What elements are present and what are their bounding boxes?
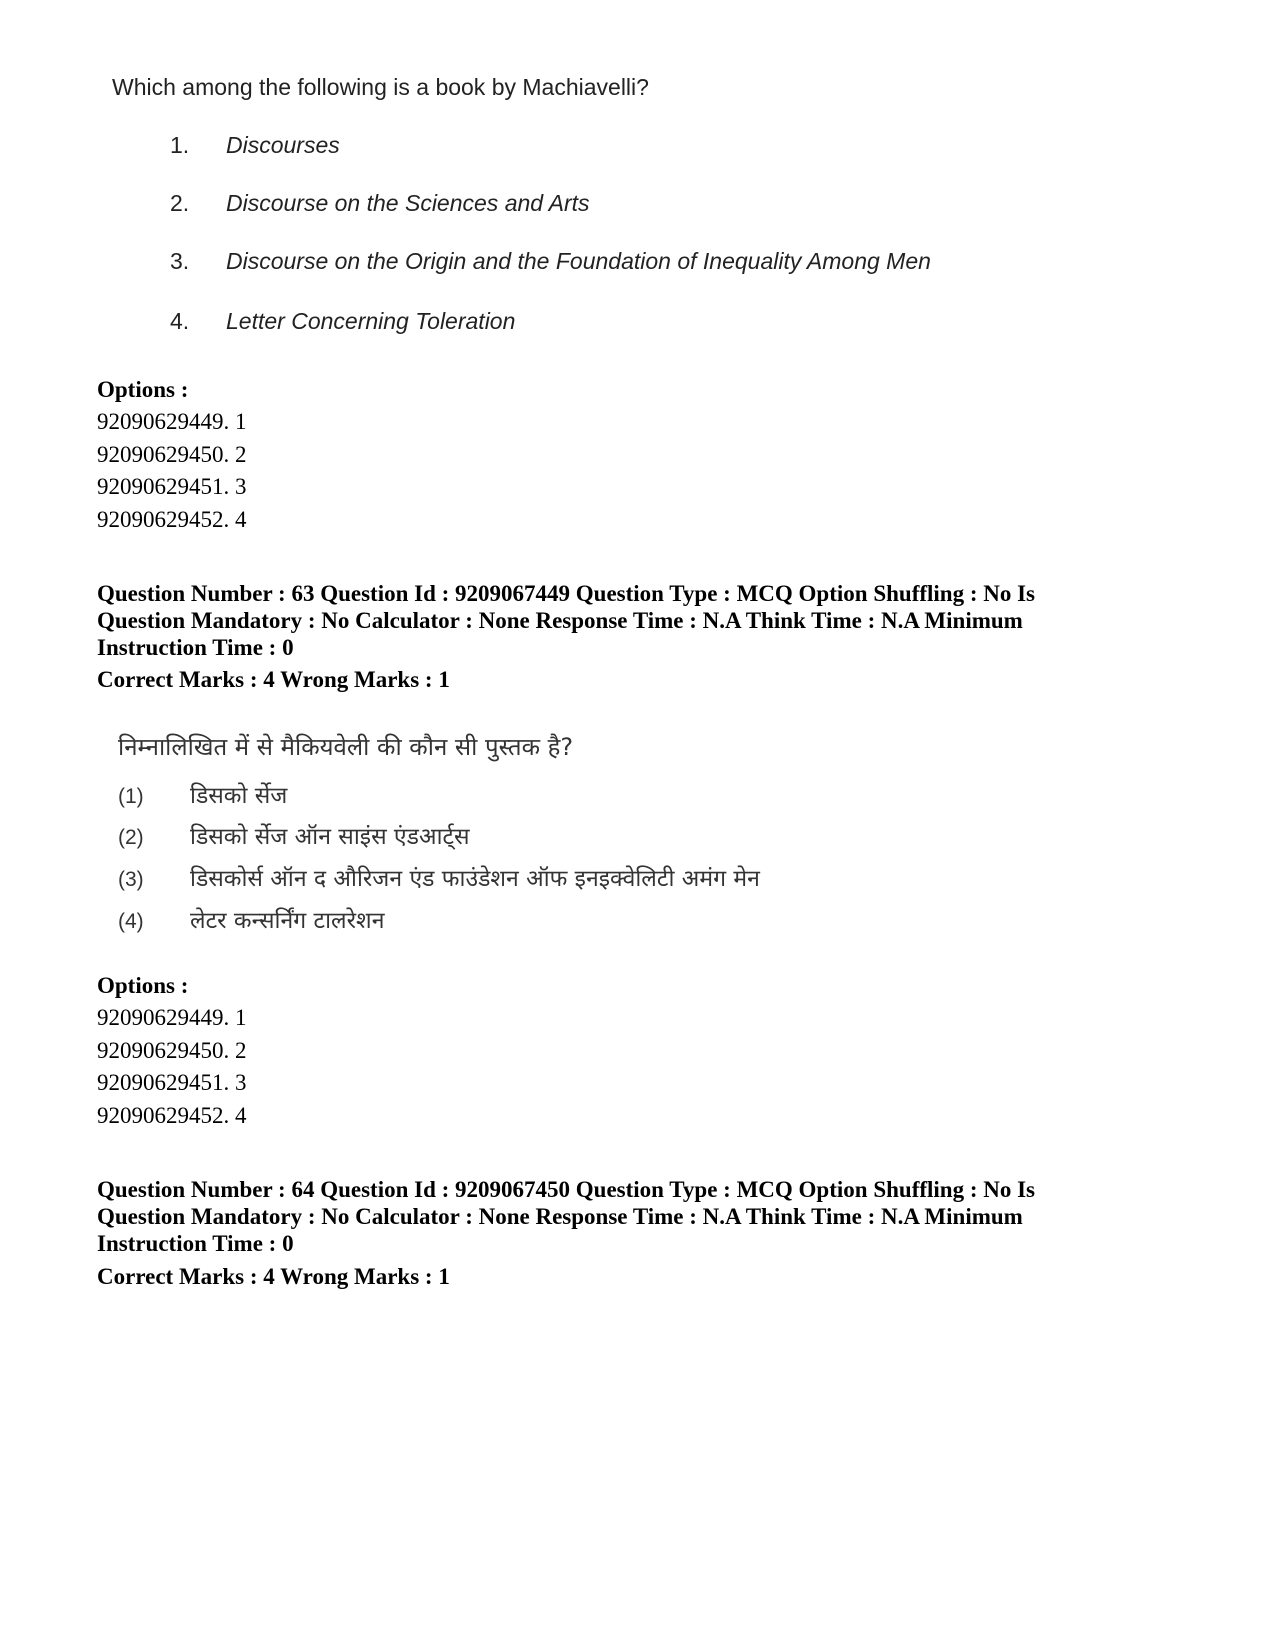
question-stem: निम्नालिखित में से मैकियवेली की कौन सी पुस्तक है? xyxy=(118,733,574,761)
question-image-hindi xyxy=(98,730,898,970)
options-label: Options : xyxy=(97,973,189,998)
option-line: 92090629449. 1 xyxy=(97,1005,247,1030)
choice-text: Discourses xyxy=(226,132,340,158)
choice-4 xyxy=(170,308,515,335)
choice-4 xyxy=(118,903,384,935)
choice-number: 3. xyxy=(170,248,190,274)
choice-number: (4) xyxy=(118,910,144,933)
choice-text: लेटर कन्सर्निंग टालरेशन xyxy=(190,908,385,934)
choice-text: डिसको र्सेज ऑन साइंस एंडआर्ट्स xyxy=(190,824,470,850)
question-meta: Question Number : 63 Question Id : 9209067449 Question Type : MCQ Option Shuffling : No Is Question Mandatory : No Calculator : None Response Time : N.A Think Time : N.A Minimum Instruction Time : 0 xyxy=(97,581,1036,660)
choice-1 xyxy=(170,132,340,159)
option-line: 92090629451. 3 xyxy=(97,1070,247,1095)
question-marks: Correct Marks : 4 Wrong Marks : 1 xyxy=(97,1264,450,1289)
question-stem: Which among the following is a book by Machiavelli? xyxy=(112,74,649,100)
choice-number: 1. xyxy=(170,132,190,158)
question-image-english xyxy=(98,62,1028,362)
choice-number: (2) xyxy=(118,826,144,849)
option-line: 92090629450. 2 xyxy=(97,1038,247,1063)
question-meta: Question Number : 64 Question Id : 9209067450 Question Type : MCQ Option Shuffling : No Is Question Mandatory : No Calculator : None Response Time : N.A Think Time : N.A Minimum Instruction Time : 0 xyxy=(97,1177,1036,1256)
option-line: 92090629452. 4 xyxy=(97,1103,247,1128)
choice-text: Discourse on the Sciences and Arts xyxy=(226,190,590,216)
question-marks: Correct Marks : 4 Wrong Marks : 1 xyxy=(97,667,450,692)
choice-3 xyxy=(118,861,760,893)
choice-text: डिसको र्सेज xyxy=(190,783,288,809)
choice-text: Letter Concerning Toleration xyxy=(226,308,516,334)
choice-2 xyxy=(170,190,590,217)
choice-number: (1) xyxy=(118,785,144,808)
options-label: Options : xyxy=(97,377,189,402)
option-line: 92090629450. 2 xyxy=(97,442,247,467)
option-line: 92090629451. 3 xyxy=(97,474,247,499)
choice-number: 4. xyxy=(170,308,190,334)
choice-number: (3) xyxy=(118,868,144,891)
option-line: 92090629452. 4 xyxy=(97,507,247,532)
option-line: 92090629449. 1 xyxy=(97,409,247,434)
choice-text: Discourse on the Origin and the Foundation of Inequality Among Men xyxy=(226,248,931,274)
choice-2 xyxy=(118,819,470,851)
choice-number: 2. xyxy=(170,190,190,216)
choice-1 xyxy=(118,778,287,810)
choice-text: डिसकोर्स ऑन द औरिजन एंड फाउंडेशन ऑफ इनइक्वेलिटी अमंग मेन xyxy=(190,866,760,892)
choice-3 xyxy=(170,248,931,275)
